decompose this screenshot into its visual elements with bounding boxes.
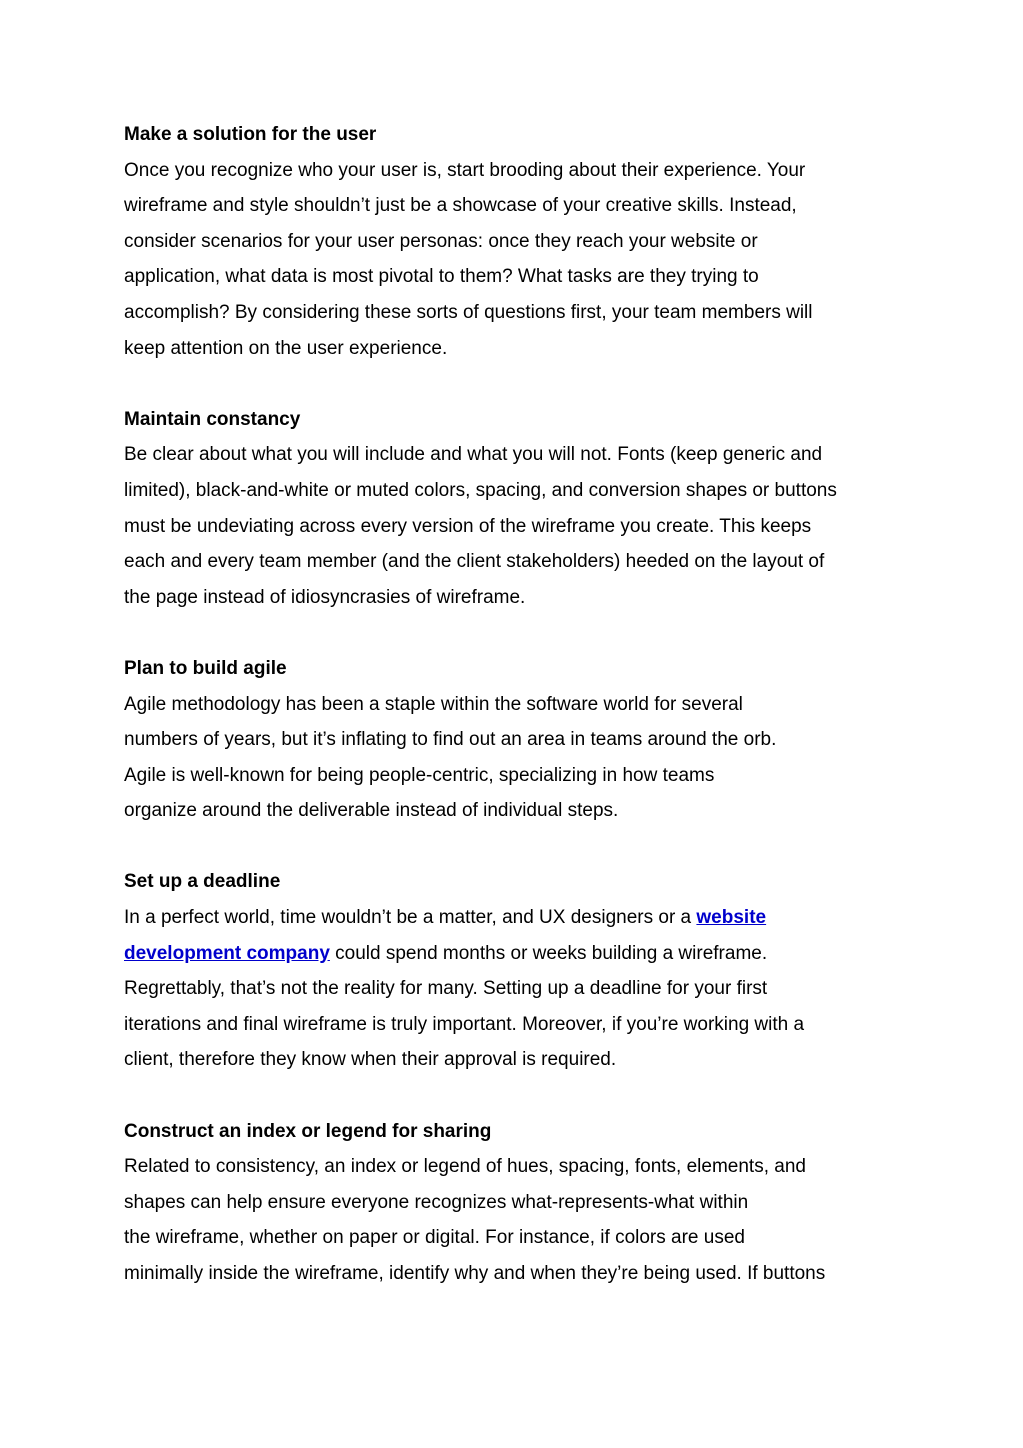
section-agile [124, 651, 914, 829]
paragraph-line: the wireframe, whether on paper or digital. For instance, if colors are used [124, 1227, 745, 1249]
development-company-link[interactable]: development company [124, 942, 330, 964]
section-constancy [124, 402, 914, 616]
paragraph-line: iterations and final wireframe is truly important. Moreover, if you’re working with a [124, 1013, 805, 1035]
section-index-legend [124, 1114, 914, 1292]
paragraph-line: application, what data is most pivotal to them? What tasks are they trying to [124, 266, 759, 288]
paragraph-line: the page instead of idiosyncrasies of wireframe. [124, 586, 526, 608]
paragraph-line: keep attention on the user experience. [124, 337, 448, 359]
paragraph-line [124, 900, 914, 936]
paragraph-text: In a perfect world, time wouldn’t be a matter, and UX designers or a [124, 907, 697, 929]
section-heading: Plan to build agile [124, 657, 287, 679]
section-user-solution [124, 117, 914, 366]
section-heading: Maintain constancy [124, 408, 301, 430]
paragraph-line: shapes can help ensure everyone recognizes what-represents-what within [124, 1191, 749, 1213]
section-deadline [124, 864, 914, 1078]
paragraph-line: client, therefore they know when their approval is required. [124, 1049, 617, 1071]
paragraph-line: limited), black-and-white or muted colors, spacing, and conversion shapes or buttons [124, 479, 837, 501]
paragraph-line: Be clear about what you will include and what you will not. Fonts (keep generic and [124, 444, 823, 466]
paragraph-line: Agile is well-known for being people-centric, specializing in how teams [124, 764, 715, 786]
website-link[interactable]: website [696, 907, 767, 929]
paragraph-line: consider scenarios for your user personas: once they reach your website or [124, 230, 758, 252]
paragraph-line: Regrettably, that’s not the reality for many. Setting up a deadline for your first [124, 978, 768, 1000]
paragraph-line: organize around the deliverable instead of individual steps. [124, 800, 619, 822]
section-heading: Make a solution for the user [124, 124, 377, 145]
paragraph-line: Once you recognize who your user is, start brooding about their experience. Your [124, 159, 806, 181]
paragraph-line: accomplish? By considering these sorts of questions first, your team members will [124, 301, 813, 323]
paragraph-line: numbers of years, but it’s inflating to find out an area in teams around the orb. [124, 729, 777, 751]
paragraph-line: Agile methodology has been a staple within the software world for several [124, 693, 743, 715]
paragraph-text: could spend months or weeks building a wireframe. [329, 942, 768, 964]
paragraph-line [124, 936, 914, 972]
paragraph-line: Related to consistency, an index or legend of hues, spacing, fonts, elements, and [124, 1156, 806, 1178]
paragraph-line: must be undeviating across every version of the wireframe you create. This keeps [124, 515, 812, 537]
paragraph-line: wireframe and style shouldn’t just be a showcase of your creative skills. Instead, [124, 195, 797, 217]
document-page [124, 117, 914, 1327]
paragraph-line: minimally inside the wireframe, identify why and when they’re being used. If buttons [124, 1263, 826, 1284]
paragraph-line: each and every team member (and the client stakeholders) heeded on the layout of [124, 551, 825, 573]
section-heading: Construct an index or legend for sharing [124, 1120, 492, 1142]
section-heading: Set up a deadline [124, 871, 281, 893]
